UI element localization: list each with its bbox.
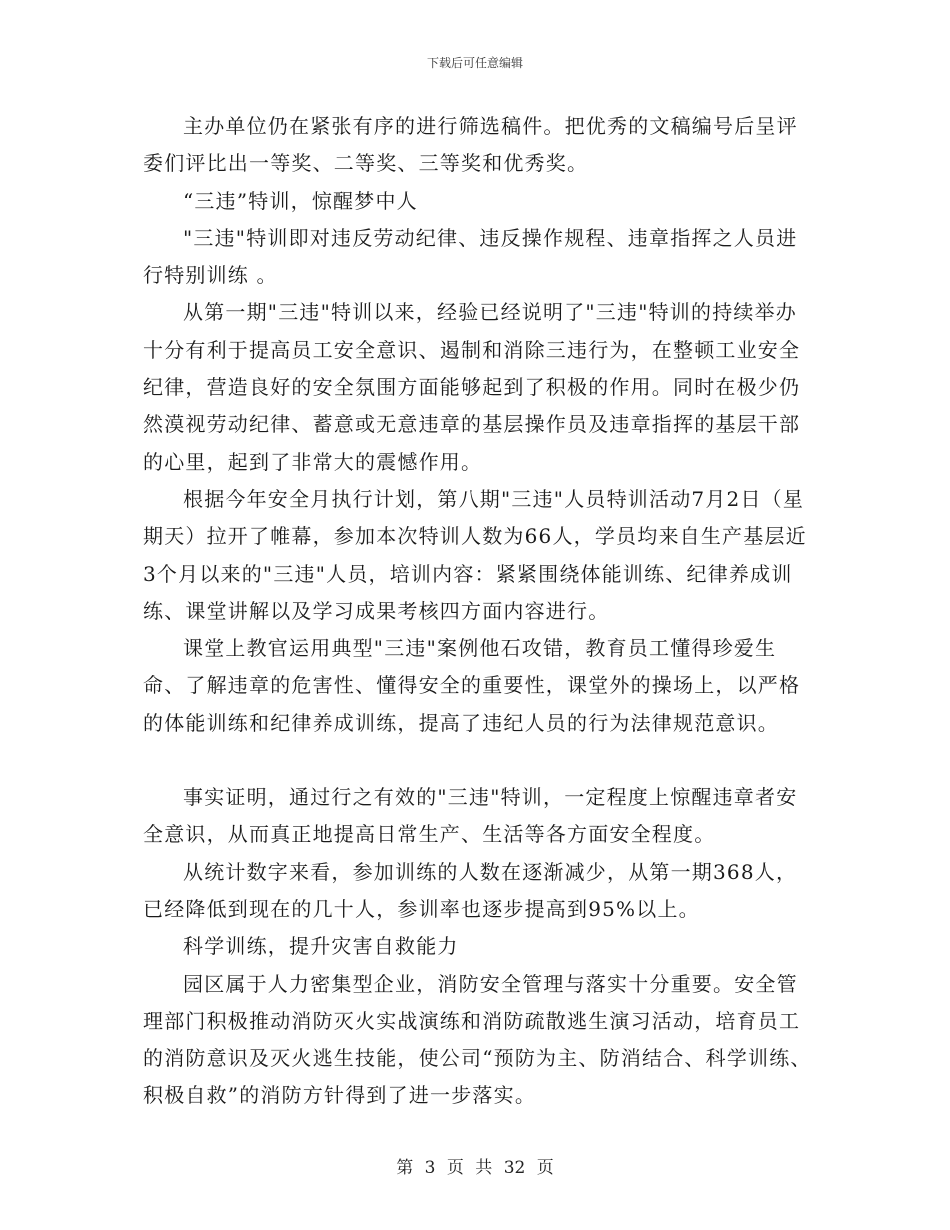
document-body — [143, 108, 813, 1115]
paragraph-judging: 主办单位仍在紧张有序的进行筛选稿件。把优秀的文稿编号后呈评委们评比出一等奖、二等奖、三等奖和优秀奖。 — [143, 114, 798, 176]
paragraph-classroom: 课堂上教官运用典型"三违"案例他石攻错，教育员工懂得珍爱生命、了解违章的危害性、懂得安全的重要性，课堂外的操场上，以严格的体能训练和纪律养成训练，提高了违纪人员的行为法律规范意识。 — [143, 636, 801, 735]
page-footer: 第 3 页 共 32 页 — [396, 1158, 554, 1178]
section-heading-scientific-training: 科学训练，提升灾害自救能力 — [183, 934, 459, 959]
paragraph-experience: 从第一期"三违"特训以来，经验已经说明了"三违"特训的持续举办十分有利于提高员工安全意识、遏制和消除三违行为，在整顿工业安全纪律，营造良好的安全氛围方面能够起到了积极的作用。同时在极少仍然漠视劳动纪律、蓄意或无意违章的基层操作员及违章指挥的基层干部的心里，起到了非常大的震憾作用。 — [143, 300, 801, 474]
paragraph-facts: 事实证明，通过行之有效的"三违"特训，一定程度上惊醒违章者安全意识，从而真正地提高日常生产、生活等各方面安全程度。 — [143, 785, 798, 847]
paragraph-eighth-session: 根据今年安全月执行计划，第八期"三违"人员特训活动7月2日（星期天）拉开了帷幕，参加本次特训人数为66人，学员均来自生产基层近3个月以来的"三违"人员，培训内容：紧紧围绕体能训练、纪律养成训练、课堂讲解以及学习成果考核四方面内容进行。 — [143, 486, 807, 623]
paragraph-fire-safety: 园区属于人力密集型企业，消防安全管理与落实十分重要。安全管理部门积极推动消防灭火实战演练和消防疏散逃生演习活动，培育员工的消防意识及灭火逃生技能，使公司“预防为主、防消结合、科学训练、积极自救”的消防方针得到了进一步落实。 — [143, 971, 812, 1108]
paragraph-statistics: 从统计数字来看，参加训练的人数在逐渐减少，从第一期368人，已经降低到现在的几十人，参训率也逐步提高到95%以上。 — [143, 859, 798, 921]
paragraph-definition: "三违"特训即对违反劳动纪律、违反操作规程、违章指挥之人员进行特别训练 。 — [143, 225, 798, 288]
section-heading-special-training: “三违”特训，惊醒梦中人 — [183, 188, 418, 213]
page-header: 下载后可任意编辑 — [426, 56, 523, 70]
